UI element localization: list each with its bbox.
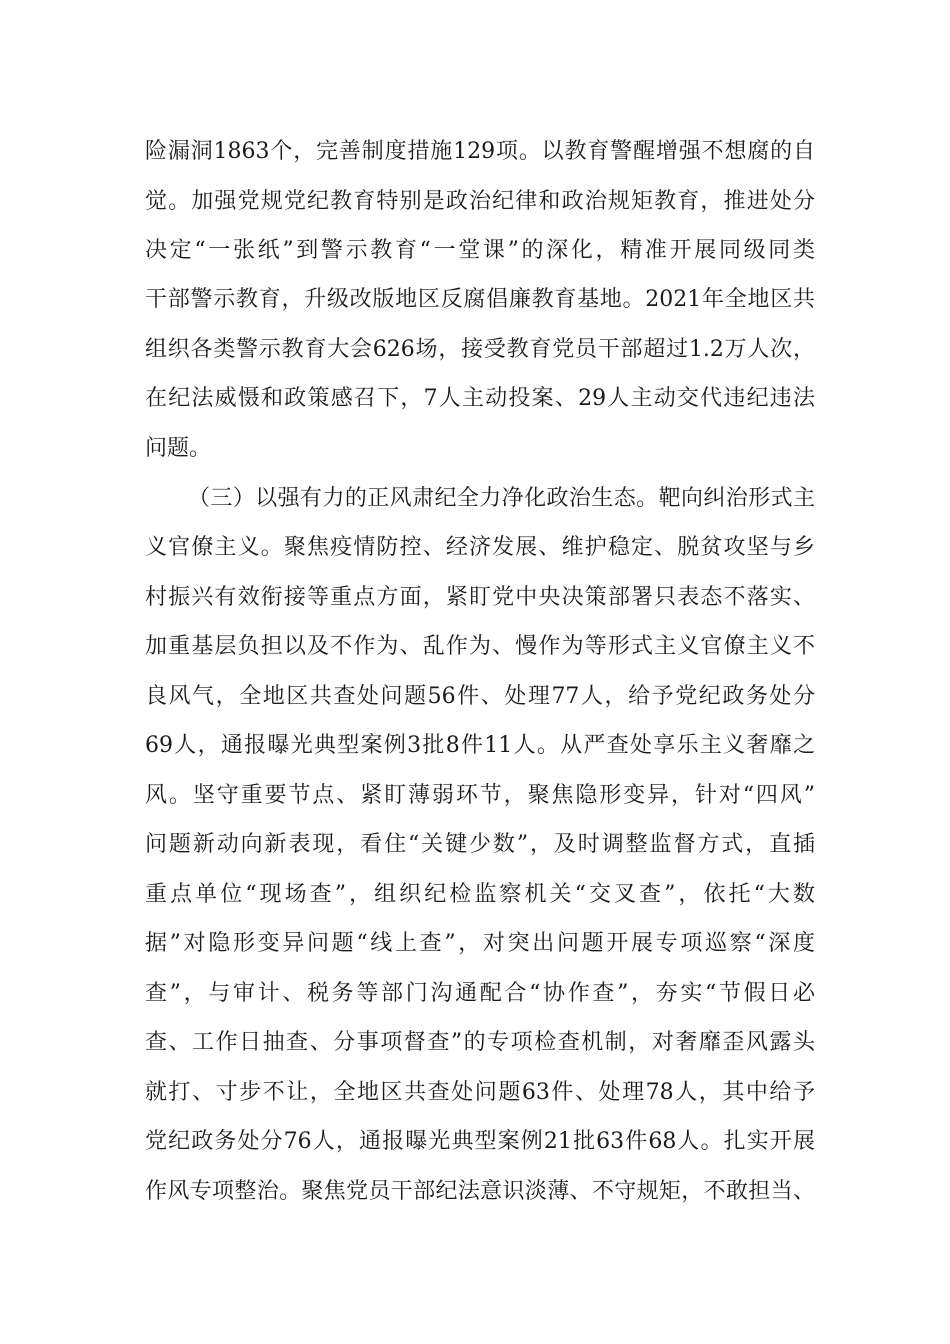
text-line-20: 就打、寸步不让，全地区共查处问题63件、处理78人，其中给予 — [145, 1080, 815, 1105]
text-line-21: 党纪政务处分76人，通报曝光典型案例21批63件68人。扎实开展 — [145, 1129, 815, 1154]
text-line-3: 决定“一张纸”到警示教育“一堂课”的深化，精准开展同级同类 — [145, 238, 815, 263]
text-line-12: 良风气，全地区共查处问题56件、处理77人，给予党纪政务处分 — [145, 684, 815, 709]
text-line-6: 在纪法威慑和政策感召下，7人主动投案、29人主动交代违纪违法 — [145, 386, 815, 411]
text-line-16: 重点单位“现场查”，组织纪检监察机关“交叉查”，依托“大数 — [145, 882, 815, 907]
text-line-14: 风。坚守重要节点、紧盯薄弱环节，聚焦隐形变异，针对“四风” — [145, 783, 815, 808]
text-line-9: 义官僚主义。聚焦疫情防控、经济发展、维护稳定、脱贫攻坚与乡 — [145, 535, 815, 560]
text-line-1: 险漏洞1863个，完善制度措施129项。以教育警醒增强不想腐的自 — [145, 139, 815, 164]
text-line-15: 问题新动向新表现，看住“关键少数”，及时调整监督方式，直插 — [145, 832, 815, 857]
text-line-22: 作风专项整治。聚焦党员干部纪法意识淡薄、不守规矩，不敢担当、 — [145, 1179, 815, 1204]
text-line-7: 问题。 — [145, 436, 212, 461]
text-line-10: 村振兴有效衔接等重点方面，紧盯党中央决策部署只表态不落实、 — [145, 585, 815, 610]
text-line-2: 觉。加强党规党纪教育特别是政治纪律和政治规矩教育，推进处分 — [145, 189, 815, 214]
text-line-11: 加重基层负担以及不作为、乱作为、慢作为等形式主义官僚主义不 — [145, 634, 815, 659]
text-line-19: 查、工作日抽查、分事项督查”的专项检查机制，对奢靡歪风露头 — [145, 1030, 815, 1055]
text-line-17: 据”对隐形变异问题“线上查”，对突出问题开展专项巡察“深度 — [145, 931, 815, 956]
text-line-18: 查”，与审计、税务等部门沟通配合“协作查”，夯实“节假日必 — [145, 981, 815, 1006]
text-line-4: 干部警示教育，升级改版地区反腐倡廉教育基地。2021年全地区共 — [145, 287, 815, 312]
text-line-13: 69人，通报曝光典型案例3批8件11人。从严查处享乐主义奢靡之 — [145, 733, 815, 758]
section-heading-line: （三）以强有力的正风肃纪全力净化政治生态。靶向纠治形式主 — [188, 486, 815, 511]
text-line-5: 组织各类警示教育大会626场，接受教育党员干部超过1.2万人次， — [145, 337, 815, 362]
